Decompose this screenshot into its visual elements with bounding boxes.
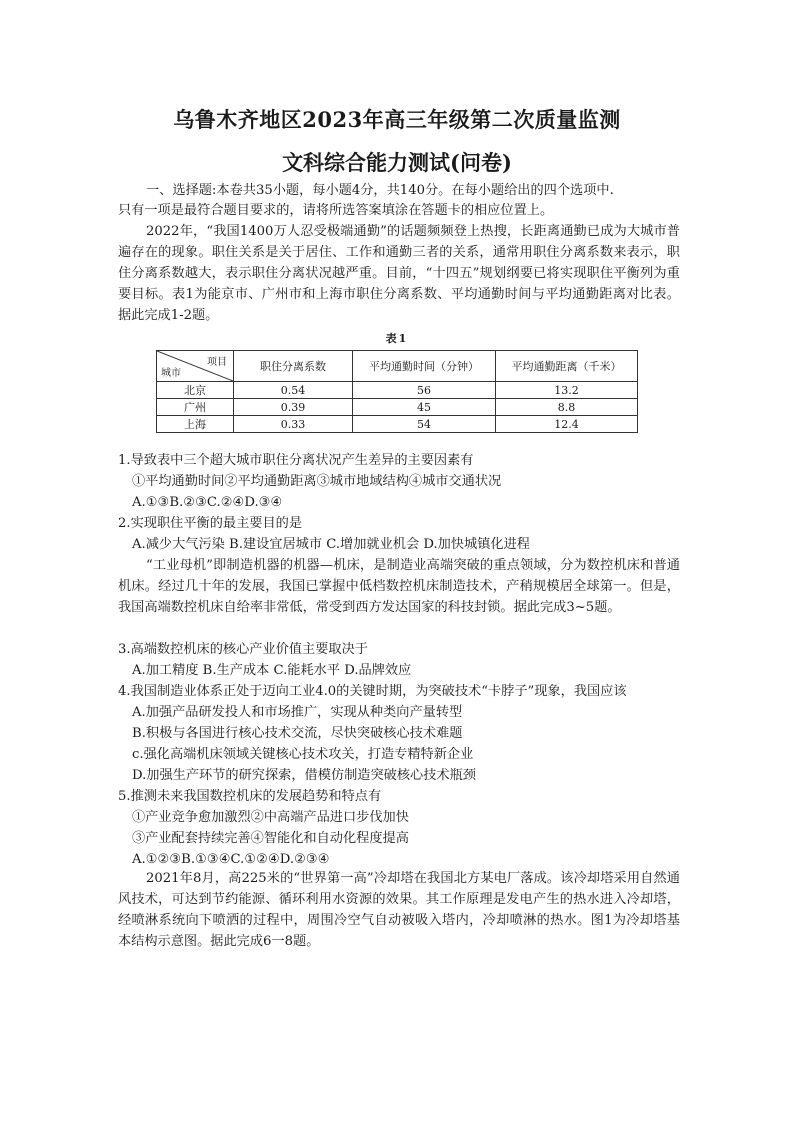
table-cell: 54 [353,416,496,433]
question-5-items-1: ①产业竞争愈加激烈②中高端产品进口步伐加快 [132,810,409,825]
table-caption: 表1 [385,332,409,345]
table-row [157,399,638,416]
section-instructions-line1: 一、选择题:本卷共35小题，每小题4分，共140分。在每小题给出的四个选项中. [146,183,614,198]
exam-subtitle: 文科综合能力测试(问卷) [282,150,512,175]
question-4-option-b: B.积极与各国进行核心技术交流，尽快突破核心技术难题 [132,726,463,741]
table-cell: 45 [353,399,496,416]
table-row [157,382,638,399]
table-header: 平均通勤时间（分钟） [353,351,496,382]
exam-title: 乌鲁木齐地区2023年高三年级第二次质量监测 [173,107,621,132]
corner-label-city: 城市 [161,368,181,379]
table-row [157,416,638,433]
question-4-option-d: D.加强生产环节的研究探索，借模仿制造突破核心技术瓶颈 [132,768,476,783]
table-cell: 13.2 [496,382,638,399]
question-4-option-a: A.加强产品研发投人和市场推广，实现从种类向产量转型 [132,705,463,720]
question-1-options: A.①③B.②③C.②④D.③④ [132,495,283,510]
question-2-options: A.减少大气污染 B.建设宜居城市 C.增加就业机会 D.加快城镇化进程 [132,537,530,552]
question-1-stem: 1.导致表中三个超大城市职住分离状况产生差异的主要因素有 [118,453,474,468]
table-cell-city: 上海 [157,416,234,433]
table-corner-cell [157,351,234,382]
question-5-items-2: ③产业配套持续完善④智能化和自动化程度提高 [132,831,409,846]
table-header: 职住分离系数 [234,351,353,382]
table-cell: 0.39 [234,399,353,416]
question-4-option-c: c.强化高端机床领域关键核心技术攻关，打造专精特新企业 [132,747,474,762]
section-instructions-line2: 只有一项是最符合题目要求的，请将所选答案填涂在答题卡的相应位置上。 [118,203,554,218]
commute-table [156,350,638,433]
table-header: 平均通勤距离（千米） [496,351,638,382]
question-5-options: A.①②③B.①③④C.①②④D.②③④ [132,852,330,867]
question-3-options: A.加工精度 B.生产成本 C.能耗水平 D.品牌效应 [132,663,412,678]
question-3-stem: 3.高端数控机床的核心产业价值主要取决于 [118,642,368,657]
table-cell: 0.33 [234,416,353,433]
table-cell: 12.4 [496,416,638,433]
table-cell-city: 广州 [157,399,234,416]
table-cell: 56 [353,382,496,399]
table-cell-city: 北京 [157,382,234,399]
question-4-stem: 4.我国制造业体系正处于迈向工业4.0的关键时期，为突破技术“卡脖子”现象，我国应该 [118,684,627,699]
table-cell: 0.54 [234,382,353,399]
corner-label-item: 项目 [207,357,227,368]
question-5-stem: 5.推测未来我国数控机床的发展趋势和特点有 [118,789,382,804]
question-2-stem: 2.实现职住平衡的最主要目的是 [118,516,303,531]
table-cell: 8.8 [496,399,638,416]
passage-machine-tools: “工业母机”即制造机器的机器—机床，是制造业高端突破的重点领域，分为数控机床和普通机床。经过几十年的发展，我国已掌握中低档数控机床制造技术，产稍规模居全球第一。但是，我国高端数控机床自给率非常低，常受到西方发达国家的科技封锁。据此完成3~5题。 [118,558,680,615]
passage-cooling-tower: 2021年8月，高225米的“世界第一高”冷却塔在我国北方某电厂落成。该冷却塔采用自然通风技术，可达到节约能源、循环利用水资源的效果。其工作原理是发电产生的热水进入冷却塔，经喷淋系统向下喷洒的过程中，周围冷空气自动被吸入塔内，冷却喷淋的热水。图1为冷却塔基本结构示意图。据此完成6一8题。 [118,871,680,949]
question-1-items: ①平均通勤时间②平均通勤距离③城市地域结构④城市交通状况 [132,474,502,489]
passage-commute: 2022年，“我国1400万人忍受极端通勤”的话题频频登上热搜，长距离通勤已成为大城市普遍存在的现象。职住关系是关于居住、工作和通勤三者的关系，通常用职住分离系数来表示，职住分离系数越大，表示职住分离状况越严重。目前，“十四五”规划纲要已将实现职住平衡列为重要目标。表1为能京市、广州市和上海市职住分离系数、平均通勤时间与平均通勤距离对比表。据此完成1-2题。 [118,224,680,323]
